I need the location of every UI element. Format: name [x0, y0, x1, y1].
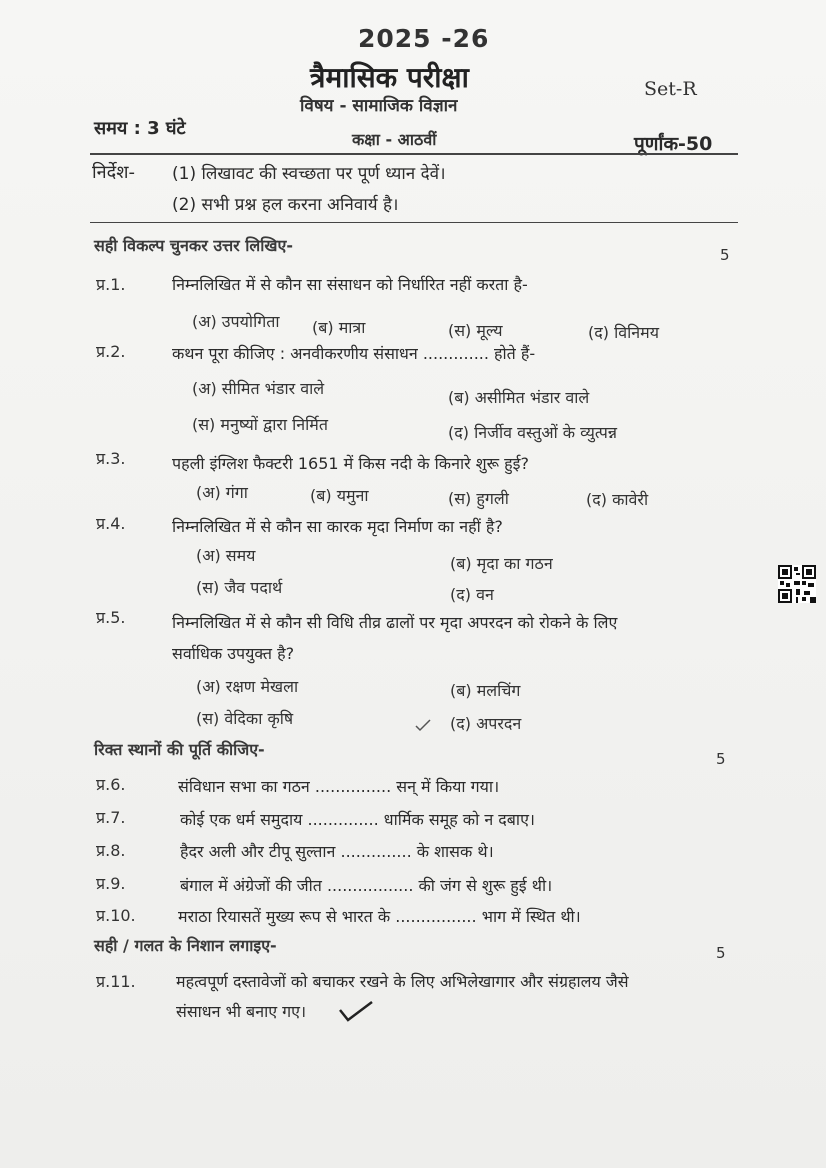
section-marks: 5 [716, 944, 726, 962]
subject-label: विषय - सामाजिक विज्ञान [300, 96, 458, 116]
question-text: हैदर अली और टीपू सुल्तान .............. के शासक थे। [180, 842, 494, 861]
tick-mark-icon [414, 718, 432, 732]
question-number: प्र.3. [96, 449, 126, 468]
option: (ब) यमुना [310, 486, 369, 505]
question-text-continued: संसाधन भी बनाए गए। [176, 1002, 307, 1021]
section-title: रिक्त स्थानों की पूर्ति कीजिए- [94, 740, 265, 759]
section-title: सही / गलत के निशान लगाइए- [94, 936, 277, 955]
instructions-label: निर्देश- [92, 162, 135, 183]
option: (द) निर्जीव वस्तुओं के व्युत्पन्न [448, 423, 617, 442]
option: (अ) रक्षण मेखला [196, 677, 299, 696]
question-number: प्र.6. [96, 775, 126, 794]
option: (ब) मलचिंग [450, 681, 521, 700]
question-text: कथन पूरा कीजिए : अनवीकरणीय संसाधन ............. होते हैं- [172, 344, 536, 363]
question-text: बंगाल में अंग्रेजों की जीत ................. की जंग से शुरू हुई थी। [180, 876, 553, 895]
option: (ब) मृदा का गठन [450, 554, 553, 573]
header-divider [90, 153, 738, 155]
option: (स) मूल्य [448, 321, 503, 340]
instructions-divider [90, 222, 738, 223]
question-text: निम्नलिखित में से कौन सा संसाधन को निर्धारित नहीं करता है- [172, 275, 528, 294]
option: (स) वेदिका कृषि [196, 709, 294, 728]
option: (स) मनुष्यों द्वारा निर्मित [192, 415, 328, 434]
option: (ब) असीमित भंडार वाले [448, 388, 590, 407]
class-label: कक्षा - आठवीं [352, 130, 437, 149]
qr-code-icon [778, 565, 816, 603]
option: (स) हुगली [448, 489, 509, 508]
question-number: प्र.7. [96, 808, 126, 827]
section-marks: 5 [720, 246, 730, 264]
set-label: Set-R [644, 78, 697, 100]
option: (द) वन [450, 585, 494, 604]
question-number: प्र.1. [96, 275, 126, 294]
option: (स) जैव पदार्थ [196, 578, 283, 597]
question-text: निम्नलिखित में से कौन सा कारक मृदा निर्माण का नहीं है? [172, 517, 503, 536]
section-title: सही विकल्प चुनकर उत्तर लिखिए- [94, 236, 293, 255]
option: (ब) मात्रा [312, 318, 366, 337]
question-number: प्र.9. [96, 874, 126, 893]
question-text: मराठा रियासतें मुख्य रूप से भारत के ................ भाग में स्थित थी। [178, 907, 581, 926]
question-number: प्र.10. [96, 906, 136, 925]
exam-title: त्रैमासिक परीक्षा [310, 61, 469, 94]
option: (अ) सीमित भंडार वाले [192, 379, 325, 398]
total-marks: पूर्णांक-50 [634, 133, 713, 155]
option: (अ) समय [196, 546, 256, 565]
option: (द) कावेरी [586, 490, 649, 509]
question-number: प्र.11. [96, 972, 136, 991]
instruction-item: (2) सभी प्रश्न हल करना अनिवार्य है। [172, 195, 399, 215]
question-number: प्र.8. [96, 841, 126, 860]
question-text: पहली इंग्लिश फैक्टरी 1651 में किस नदी के किनारे शुरू हुई? [172, 454, 529, 473]
question-text-continued: सर्वाधिक उपयुक्त है? [172, 644, 295, 663]
question-text: संविधान सभा का गठन ............... सन् में किया गया। [178, 777, 500, 796]
time-label: समय : 3 घंटे [94, 118, 186, 139]
question-text: निम्नलिखित में से कौन सी विधि तीव्र ढालों पर मृदा अपरदन को रोकने के लिए [172, 613, 618, 632]
option: (अ) गंगा [196, 483, 248, 502]
option: (द) अपरदन [450, 714, 522, 733]
question-text: महत्वपूर्ण दस्तावेजों को बचाकर रखने के लिए अभिलेखागार और संग्रहालय जैसे [176, 972, 629, 991]
tick-mark-icon [338, 1000, 374, 1022]
question-text: कोई एक धर्म समुदाय .............. धार्मिक समूह को न दबाए। [180, 810, 535, 829]
question-number: प्र.4. [96, 514, 126, 533]
exam-year: 2025 -26 [358, 24, 490, 53]
question-number: प्र.5. [96, 608, 126, 627]
instruction-item: (1) लिखावट की स्वच्छता पर पूर्ण ध्यान देवें। [172, 164, 446, 184]
option: (द) विनिमय [588, 323, 659, 342]
section-marks: 5 [716, 750, 726, 768]
option: (अ) उपयोगिता [192, 312, 280, 331]
question-number: प्र.2. [96, 342, 126, 361]
